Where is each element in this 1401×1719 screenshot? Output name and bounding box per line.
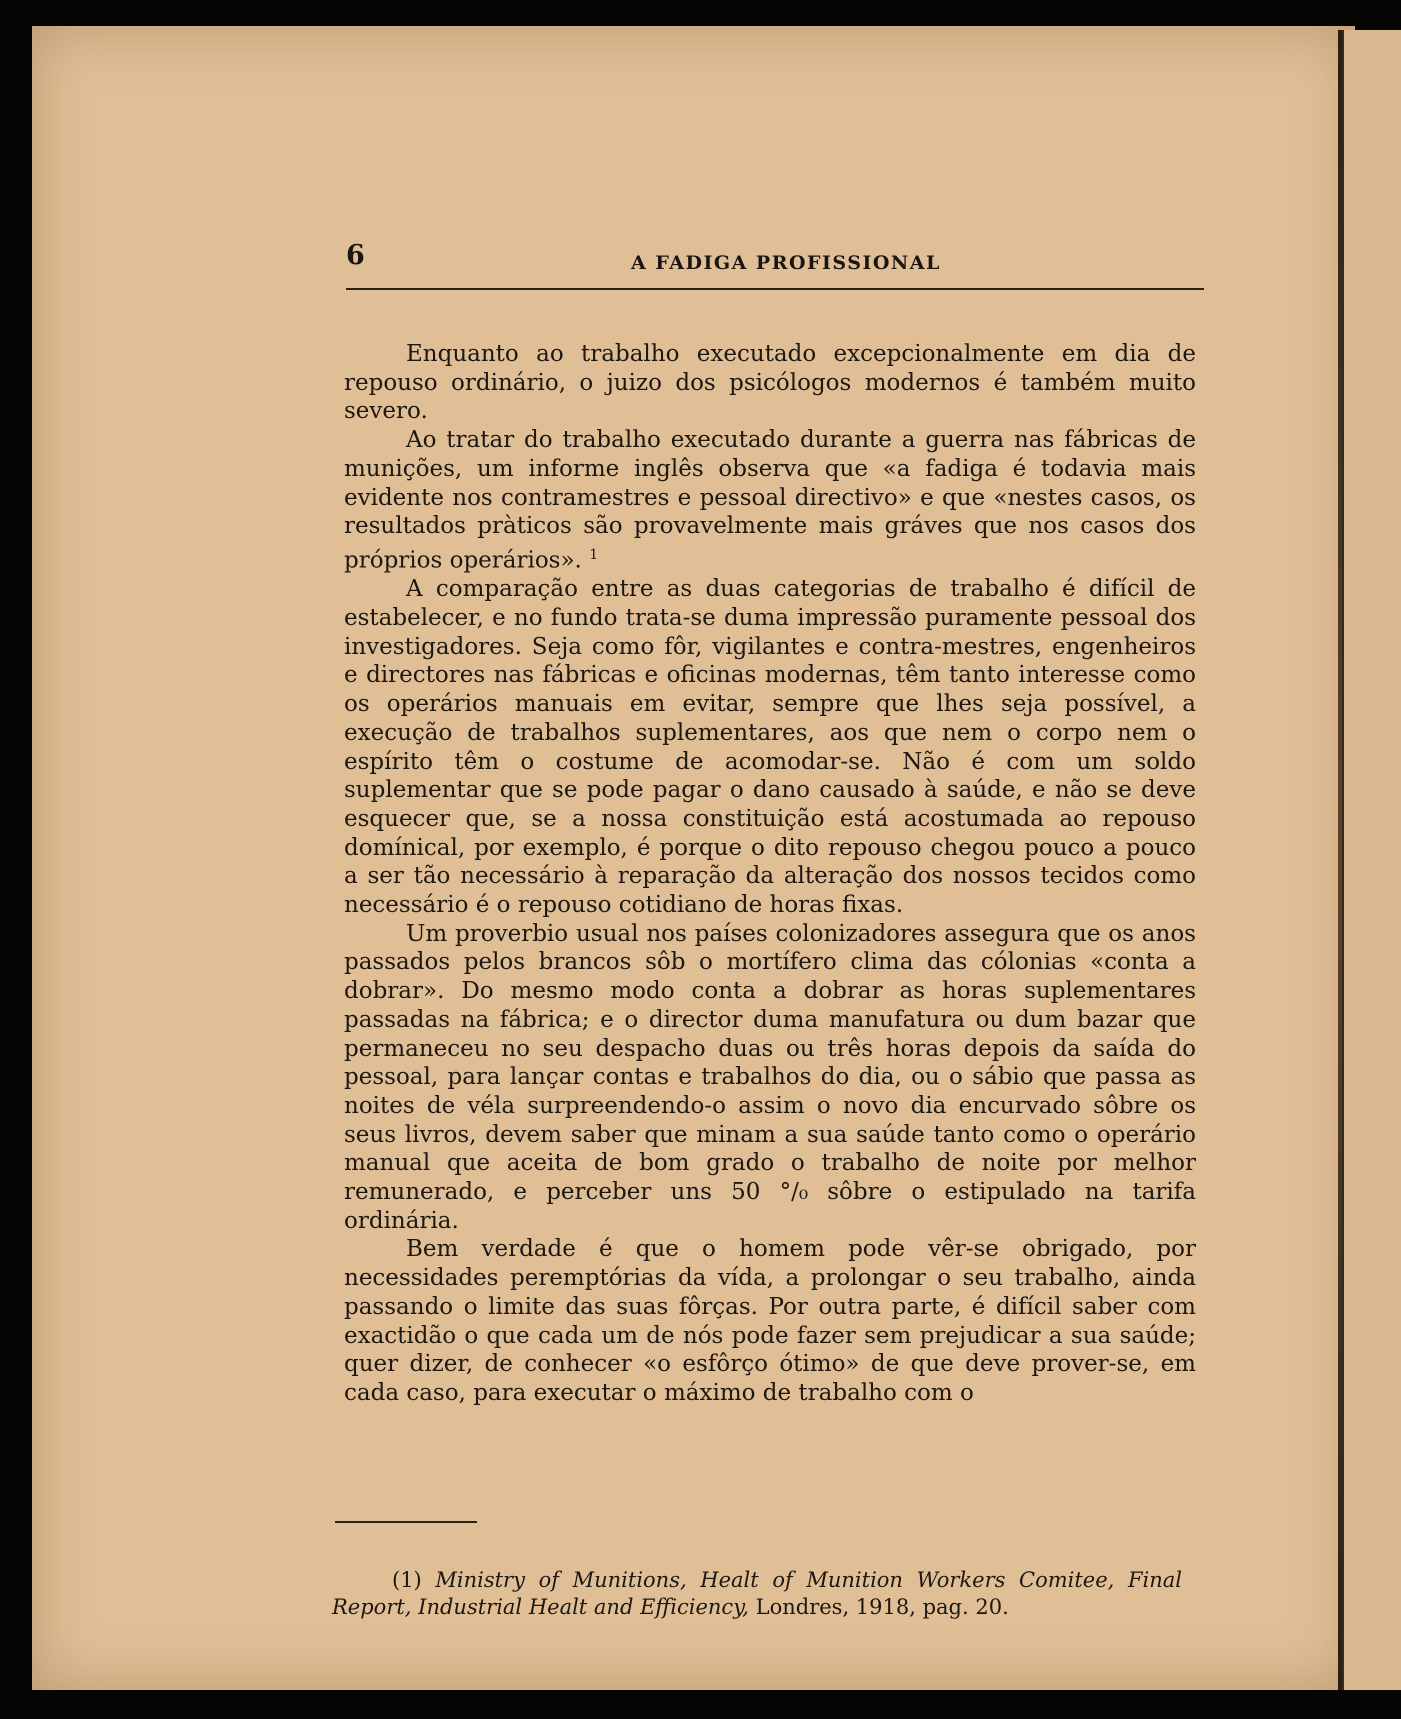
paragraph: Bem verdade é que o homem pode vêr-se obrigado, por necessidades peremptórias da vída, a prolongar o seu trabalho, ainda passando o limite das suas fôrças. Por outra parte, é difícil saber com exactidão o que cada um de nós pode fazer sem prejudicar a sua saúde; quer dizer, de conhecer «o esfôrço ótimo» de que deve prover-se, em cada caso, para executar o máximo de trabalho com o xyxy=(344,1236,1196,1406)
footnote-details: Londres, 1918, pag. 20. xyxy=(755,1595,1009,1619)
adjacent-page-edge xyxy=(1342,30,1401,1690)
paragraph: A comparação entre as duas categorias de trabalho é difícil de estabelecer, e no fundo trata-se duma impressão puramente pessoal dos investigadores. Seja como fôr, vigilantes e contra-mestres, engenheiros e directores nas fábricas e oficinas modernas, têm tanto interesse como os operários manuais em evitar, sempre que lhes seja possível, a execução de trabalhos suplementares, aos que nem o corpo nem o espírito têm o costume de acomodar-se. Não é com um soldo suplementar que se pode pagar o dano causado à saúde, e não se deve esquecer que, se a nossa constituição está acostumada ao repouso domínical, por exemplo, é porque o dito repouso chegou pouco a pouco a ser tão necessário à reparação da alteração dos nossos tecidos como necessário é o repouso cotidiano de horas fixas. xyxy=(344,576,1196,919)
paragraph: Um proverbio usual nos países colonizadores assegura que os anos passados pelos brancos sôb o mortífero clima das cólonias «conta a dobrar». Do mesmo modo conta a dobrar as horas suplementares passadas na fábrica; e o director duma manufatura ou dum bazar que permaneceu no seu despacho duas ou três horas depois da saída do pessoal, para lançar contas e trabalhos do dia, ou o sábio que passa as noites de véla surpreendendo-o assim o novo dia encurvado sôbre os seus livros, devem saber que minam a sua saúde tanto como o operário manual que aceita de bom grado o trabalho de noite por melhor remunerado, e perceber uns 50 °/₀ sôbre o estipulado na tarifa ordinária. xyxy=(344,920,1196,1234)
header-rule xyxy=(346,288,1204,290)
footnote-reference: 1 xyxy=(589,546,599,563)
footnote xyxy=(332,1567,1182,1621)
footnote-rule xyxy=(335,1521,477,1523)
footnote-source: Ministry of Munitions, Healt of Munition Workers Comitee, Final Report, Industrial Healt and Efficiency, xyxy=(332,1568,1182,1619)
footnote-mark: (1) xyxy=(392,1568,422,1592)
running-title: A FADIGA PROFISSIONAL xyxy=(631,252,941,274)
page-header xyxy=(346,240,1206,280)
paragraph: Enquanto ao trabalho executado excepcionalmente em dia de repouso ordinário, o juizo dos psicólogos modernos é também muito severo. xyxy=(344,341,1196,425)
paragraph: Ao tratar do trabalho executado durante a guerra nas fábricas de munições, um informe inglês observa que «a fadiga é todavia mais evidente nos contramestres e pessoal directivo» e que «nestes casos, os resultados pràticos são provavelmente mais gráves que nos casos dos próprios operários». $^1$ xyxy=(344,427,1196,574)
body-text xyxy=(344,340,1196,1408)
page-number: 6 xyxy=(346,240,365,271)
